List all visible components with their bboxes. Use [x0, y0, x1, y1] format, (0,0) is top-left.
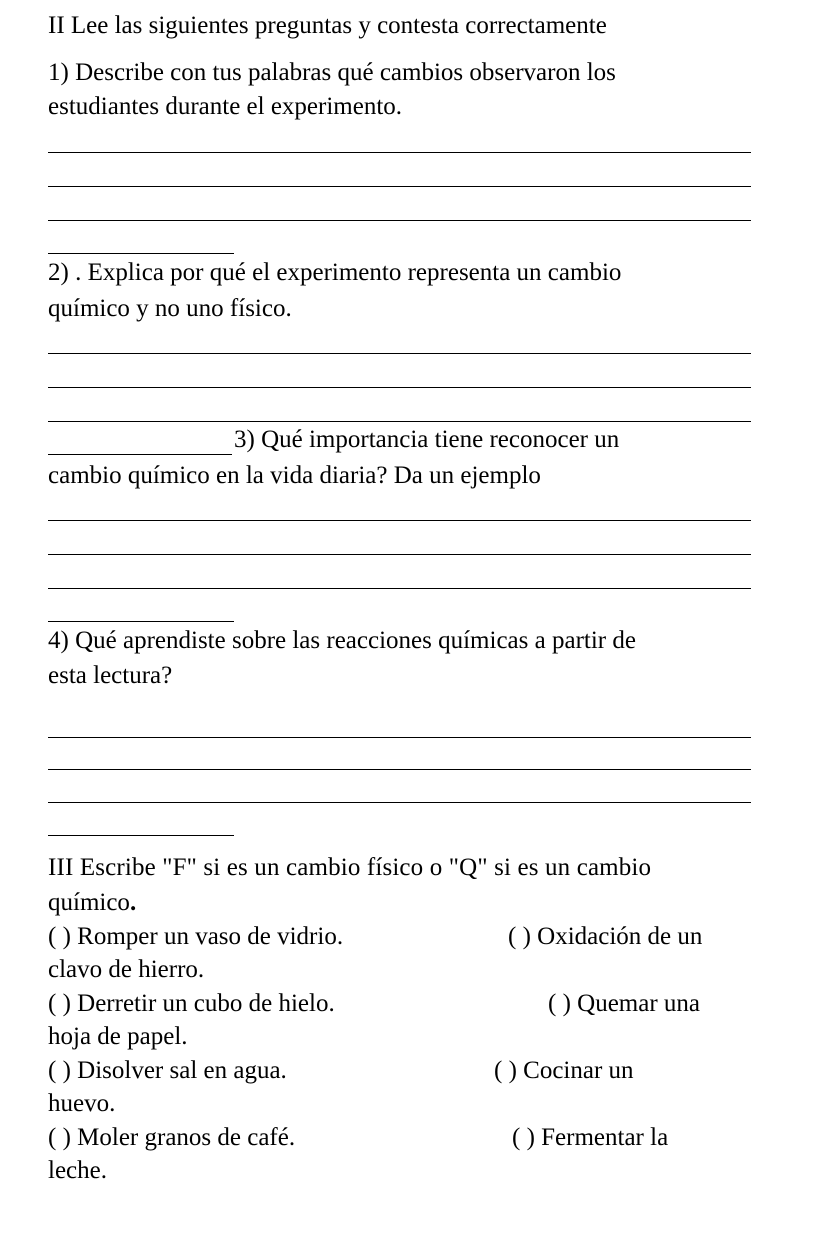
answer-line-2c[interactable]: [48, 421, 751, 422]
item-2-continuation: hoja de papel.: [48, 1023, 188, 1050]
item-1-right: ( ) Oxidación de un: [508, 923, 703, 950]
question-2-line-1: 2) . Explica por qué el experimento representa un cambio: [48, 259, 622, 286]
answer-line-3b[interactable]: [48, 554, 751, 555]
question-1-line-1: 1) Describe con tus palabras qué cambios observaron los: [48, 59, 616, 86]
answer-line-2a[interactable]: [48, 353, 751, 354]
question-4-line-1: 4) Qué aprendiste sobre las reacciones químicas a partir de: [48, 627, 636, 654]
answer-line-1b[interactable]: [48, 186, 751, 187]
item-3-right: ( ) Cocinar un: [494, 1057, 634, 1084]
item-4-continuation: leche.: [48, 1157, 107, 1184]
answer-line-4b[interactable]: [48, 769, 751, 770]
question-3-line-2: cambio químico en la vida diaria? Da un ejemplo: [48, 462, 541, 489]
item-3-continuation: huevo.: [48, 1090, 116, 1117]
answer-line-3c[interactable]: [48, 588, 751, 589]
item-4-right: ( ) Fermentar la: [512, 1124, 669, 1151]
answer-line-1a[interactable]: [48, 152, 751, 153]
section-3-title-period: .: [129, 889, 137, 916]
answer-line-1c[interactable]: [48, 220, 751, 221]
item-3-left: ( ) Disolver sal en agua.: [48, 1057, 287, 1084]
section-3-title-line-2: [48, 889, 136, 917]
question-4-line-2: esta lectura?: [48, 662, 173, 689]
answer-line-4d[interactable]: [48, 835, 234, 836]
answer-line-1d[interactable]: [48, 253, 234, 254]
question-2-line-2: químico y no uno físico.: [48, 295, 292, 322]
item-2-left: ( ) Derretir un cubo de hielo.: [48, 990, 335, 1017]
question-1-line-2: estudiantes durante el experimento.: [48, 93, 403, 120]
answer-line-3d[interactable]: [48, 621, 234, 622]
answer-line-3a[interactable]: [48, 520, 751, 521]
item-2-right: ( ) Quemar una: [548, 990, 701, 1017]
item-1-continuation: clavo de hierro.: [48, 956, 205, 983]
item-1-left: ( ) Romper un vaso de vidrio.: [48, 923, 344, 950]
question-3-line-1: 3) Qué importancia tiene reconocer un: [234, 426, 620, 453]
item-4-left: ( ) Moler granos de café.: [48, 1124, 296, 1151]
section-2-title: II Lee las siguientes preguntas y contesta correctamente: [48, 12, 607, 39]
answer-line-4c[interactable]: [48, 802, 751, 803]
answer-line-2b[interactable]: [48, 387, 751, 388]
answer-line-2d[interactable]: [48, 454, 232, 455]
section-3-title-word: químico: [48, 889, 130, 916]
answer-line-4a[interactable]: [48, 737, 751, 738]
section-3-title-line-1: III Escribe "F" si es un cambio físico o "Q" si es un cambio: [48, 854, 652, 881]
